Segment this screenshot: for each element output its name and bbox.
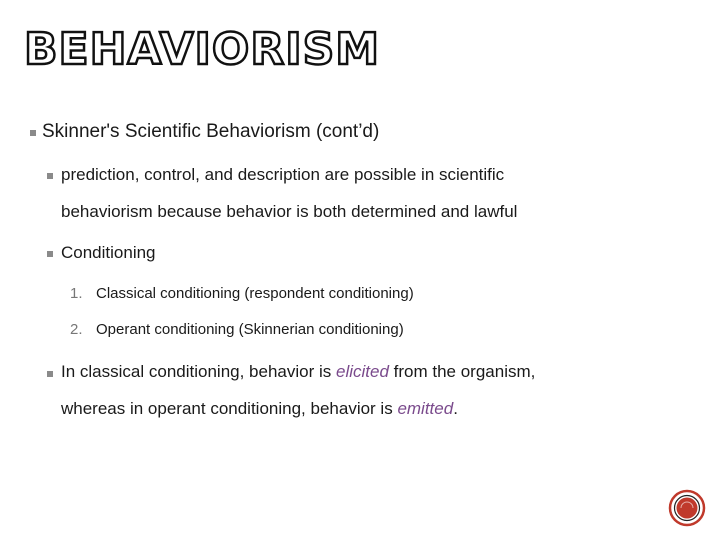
emphasis-elicited: elicited [335,362,389,381]
bullet-line: prediction, control, and description are possible in scientific [61,165,505,184]
list-number: 1. [70,285,83,302]
square-bullet-icon [47,371,53,377]
slide-title: BEHAVIORISM [24,24,381,75]
heading-bullet: Skinner's Scientific Behaviorism (cont’d) [42,121,380,142]
square-bullet-icon [30,130,36,136]
list-item: Classical conditioning (respondent conditioning) [96,285,414,302]
square-bullet-icon [47,173,53,179]
bullet-line: Conditioning [61,243,156,262]
bullet-line: behaviorism because behavior is both determined and lawful [61,202,518,221]
list-item: Operant conditioning (Skinnerian conditioning) [96,321,404,338]
emphasis-emitted: emitted [397,399,454,418]
circular-badge-icon [668,489,706,527]
square-bullet-icon [47,251,53,257]
bullet-line: In classical conditioning, behavior is elicited from the organism, [61,362,536,381]
bullet-line: whereas in operant conditioning, behavior is emitted. [61,399,458,418]
list-number: 2. [70,321,83,338]
